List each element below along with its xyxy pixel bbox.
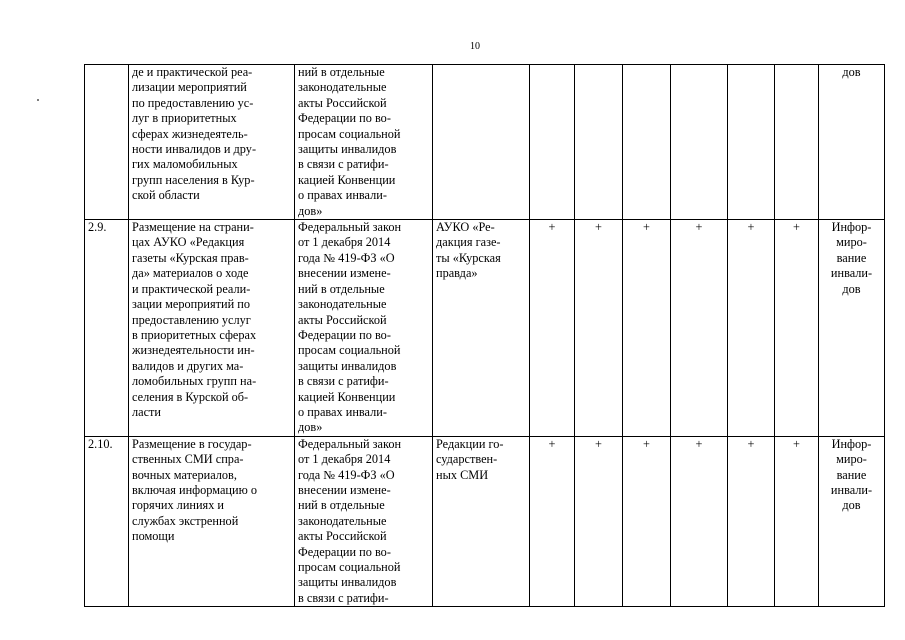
expected-result-cell: Инфор- миро- вание инвали- дов (819, 436, 885, 606)
year-mark-cell (530, 65, 575, 220)
activity-cell: де и практической реа- лизации мероприятий по предоставлению ус- луг в приоритетных сферах жизнедеятель- ности инвалидов и дру- гих маломобильных групп населения в Кур- ской области (129, 65, 295, 220)
year-mark-cell: + (671, 436, 728, 606)
executor-cell: Редакции го- сударствен- ных СМИ (433, 436, 530, 606)
table-row (85, 436, 885, 606)
table-row (85, 65, 885, 220)
year-mark-cell: + (530, 436, 575, 606)
expected-result-cell: дов (819, 65, 885, 220)
page-number: 10 (470, 41, 480, 52)
legal-basis-cell: Федеральный закон от 1 декабря 2014 года № 419-ФЗ «О внесении измене- ний в отдельные законодательные акты Российской Федерации по во- просам социальной защиты инвалидов в связи с ратифи- кацией Конвенции о правах инвали- дов» (295, 220, 433, 437)
table-row (85, 220, 885, 437)
year-mark-cell (575, 65, 623, 220)
year-mark-cell: + (728, 436, 775, 606)
year-mark-cell: + (623, 436, 671, 606)
year-mark-cell: + (671, 220, 728, 437)
year-mark-cell (728, 65, 775, 220)
legal-basis-cell: ний в отдельные законодательные акты Российской Федерации по во- просам социальной защиты инвалидов в связи с ратифи- кацией Конвенции о правах инвали- дов» (295, 65, 433, 220)
year-mark-cell: + (575, 436, 623, 606)
year-mark-cell: + (728, 220, 775, 437)
legal-basis-cell: Федеральный закон от 1 декабря 2014 года № 419-ФЗ «О внесении измене- ний в отдельные законодательные акты Российской Федерации по во- просам социальной защиты инвалидов в связи с ратифи- (295, 436, 433, 606)
expected-result-cell: Инфор- миро- вание инвали- дов (819, 220, 885, 437)
year-mark-cell: + (575, 220, 623, 437)
executor-cell: АУКО «Ре- дакция газе- ты «Курская правда» (433, 220, 530, 437)
measures-table (84, 64, 885, 607)
year-mark-cell: + (775, 436, 819, 606)
activity-cell: Размещение в государ- ственных СМИ спра- вочных материалов, включая информацию о горячих линиях и службах экстренной помощи (129, 436, 295, 606)
year-mark-cell (671, 65, 728, 220)
year-mark-cell: + (623, 220, 671, 437)
row-number-cell (85, 65, 129, 220)
year-mark-cell: + (775, 220, 819, 437)
row-number-cell: 2.10. (85, 436, 129, 606)
scan-artifact-dot (37, 99, 39, 101)
row-number-cell: 2.9. (85, 220, 129, 437)
year-mark-cell (623, 65, 671, 220)
year-mark-cell: + (530, 220, 575, 437)
activity-cell: Размещение на страни- цах АУКО «Редакция газеты «Курская прав- да» материалов о ходе и практической реали- зации мероприятий по предоставлению услуг в приоритетных сферах жизнедеятельности ин- валидов и других ма- ломобильных групп на- селения в Курской об- ласти (129, 220, 295, 437)
executor-cell (433, 65, 530, 220)
year-mark-cell (775, 65, 819, 220)
